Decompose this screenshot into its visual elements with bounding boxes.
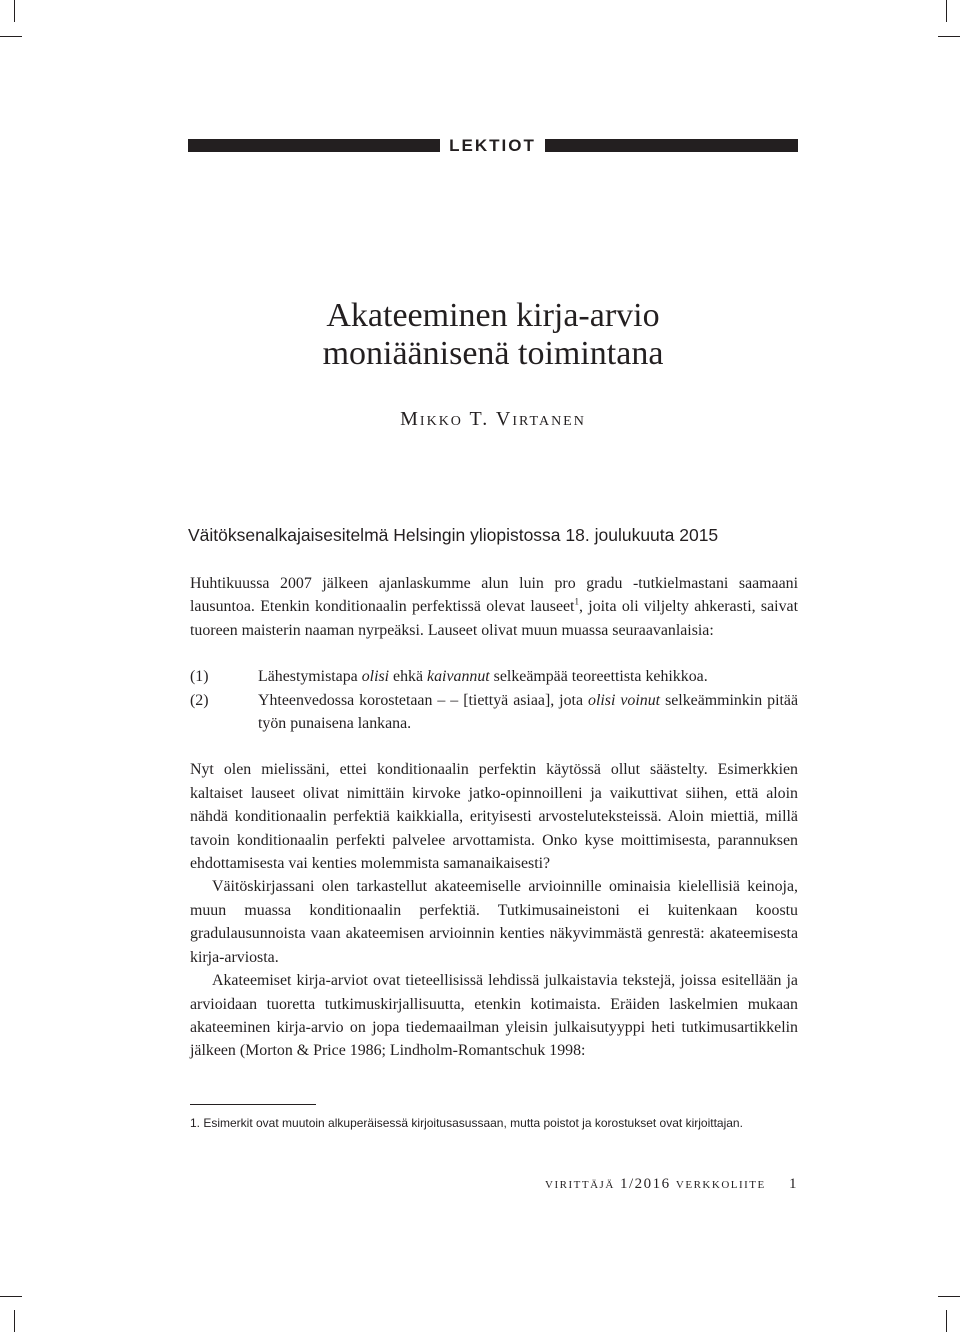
example-list [190,665,798,735]
intro-paragraph [190,572,798,642]
example-text [258,689,798,736]
paragraph: Nyt olen mielissäni, ettei konditionaalin perfektin käytössä ollut säästelty. Esimerkkien kaltaiset lauseet olivat nimittäin kirvoke jatko-opinnoilleni ja vaikuttivat siihen, että aloin nähdä konditionaalin perfektiä kaikkialla, erityisesti arvosteluteksteissä. Aloin miettiä, millä tavoin konditionaalin perfekti palvelee arvottamista. Onko kyse moittimisesta, parannuksen ehdottamisesta vai kenties molemmista samanaikaisesti? [190,761,798,873]
example-emphasis: voinut [620,691,661,709]
paragraph: Akateemiset kirja-arviot ovat tieteellisissä lehdissä julkaistavia tekstejä, joissa esitellään ja arvioidaan tuoretta tutkimuskirjallisuutta, etenkin kotimaista. Eräiden laskelmien mukaan akateeminen kirja-arvio on jopa tiedemaailman yleisin julkaisutyyppi heti tutkimusartikkelin jälkeen (Morton & Price 1986; Lindholm-Romantschuk 1998: [190,972,798,1060]
footnote-rule [190,1104,316,1105]
section-label: LEKTIOT [449,136,536,155]
example-segment: Lähestymistapa [258,668,362,686]
paragraph: Väitöskirjassani olen tarkastellut akateemiselle arvioinnille ominaisia kielellisiä keinoja, muun muassa konditionaalin perfektiä. Tutkimusaineistoni ei kuitenkaan koostu gradulausunnoista vaan akateemisen arvioinnin kenties näkyvimmästä genrestä: akateemisesta kirja-arviosta. [190,878,798,966]
author: Mikko T. Virtanen [400,408,586,430]
header-bar-left [188,139,440,152]
crop-mark [14,0,15,22]
subtitle: Väitöksenalkajaisesitelmä Helsingin yliopistossa 18. joulukuuta 2015 [188,525,719,545]
crop-mark [946,1310,947,1332]
crop-mark [0,36,22,37]
example-number: (2) [190,691,209,709]
example-emphasis: olisi [588,691,616,709]
example-segment: selkeämminkin pitää työn punaisena lankana. [258,691,799,733]
example-segment: ehkä [389,668,428,686]
article-title [188,297,798,373]
example-item [190,665,798,688]
page-number: 1 [789,1176,798,1192]
example-segment: selkeämpää teoreettista kehikkoa. [489,668,708,686]
example-emphasis: olisi [361,668,390,686]
crop-mark [938,1296,960,1297]
title-line-1: Akateeminen kirja-arvio [326,296,660,334]
journal-name: virittäjä 1/2016 verkkoliite [545,1176,766,1192]
crop-mark [946,0,947,22]
crop-mark [938,36,960,37]
title-line-2: moniäänisenä toimintana [322,334,664,372]
crop-mark [0,1296,22,1297]
intro-text-b: , joita oli viljelty ahkerasti, saivat tuoreen maisterin naaman nyrpeäksi. Lauseet olivat muun muassa seuraavanlaisia: [190,598,798,639]
header-bar-right [545,139,798,152]
crop-mark [14,1310,15,1332]
example-number: (1) [190,668,209,686]
footnote: 1. Esimerkit ovat muutoin alkuperäisessä kirjoitusasussaan, mutta poistot ja korostukset ovat kirjoittajan. [190,1116,743,1130]
example-item [190,689,798,736]
example-text [258,665,798,688]
intro-text-a: Huhtikuussa 2007 jälkeen ajanlaskumme alun luin pro gradu -tutkielmastani saamaani lausuntoa. Etenkin konditionaalin perfektissä olevat lauseet [190,575,798,616]
example-segment: Yhteenvedossa korostetaan – – [tiettyä asiaa], jota [258,691,588,709]
section-header [188,136,798,156]
example-emphasis: kaivannut [427,668,490,686]
page-footer [545,1176,798,1193]
footnote-ref: 1 [574,597,579,608]
body-text [190,572,798,1063]
